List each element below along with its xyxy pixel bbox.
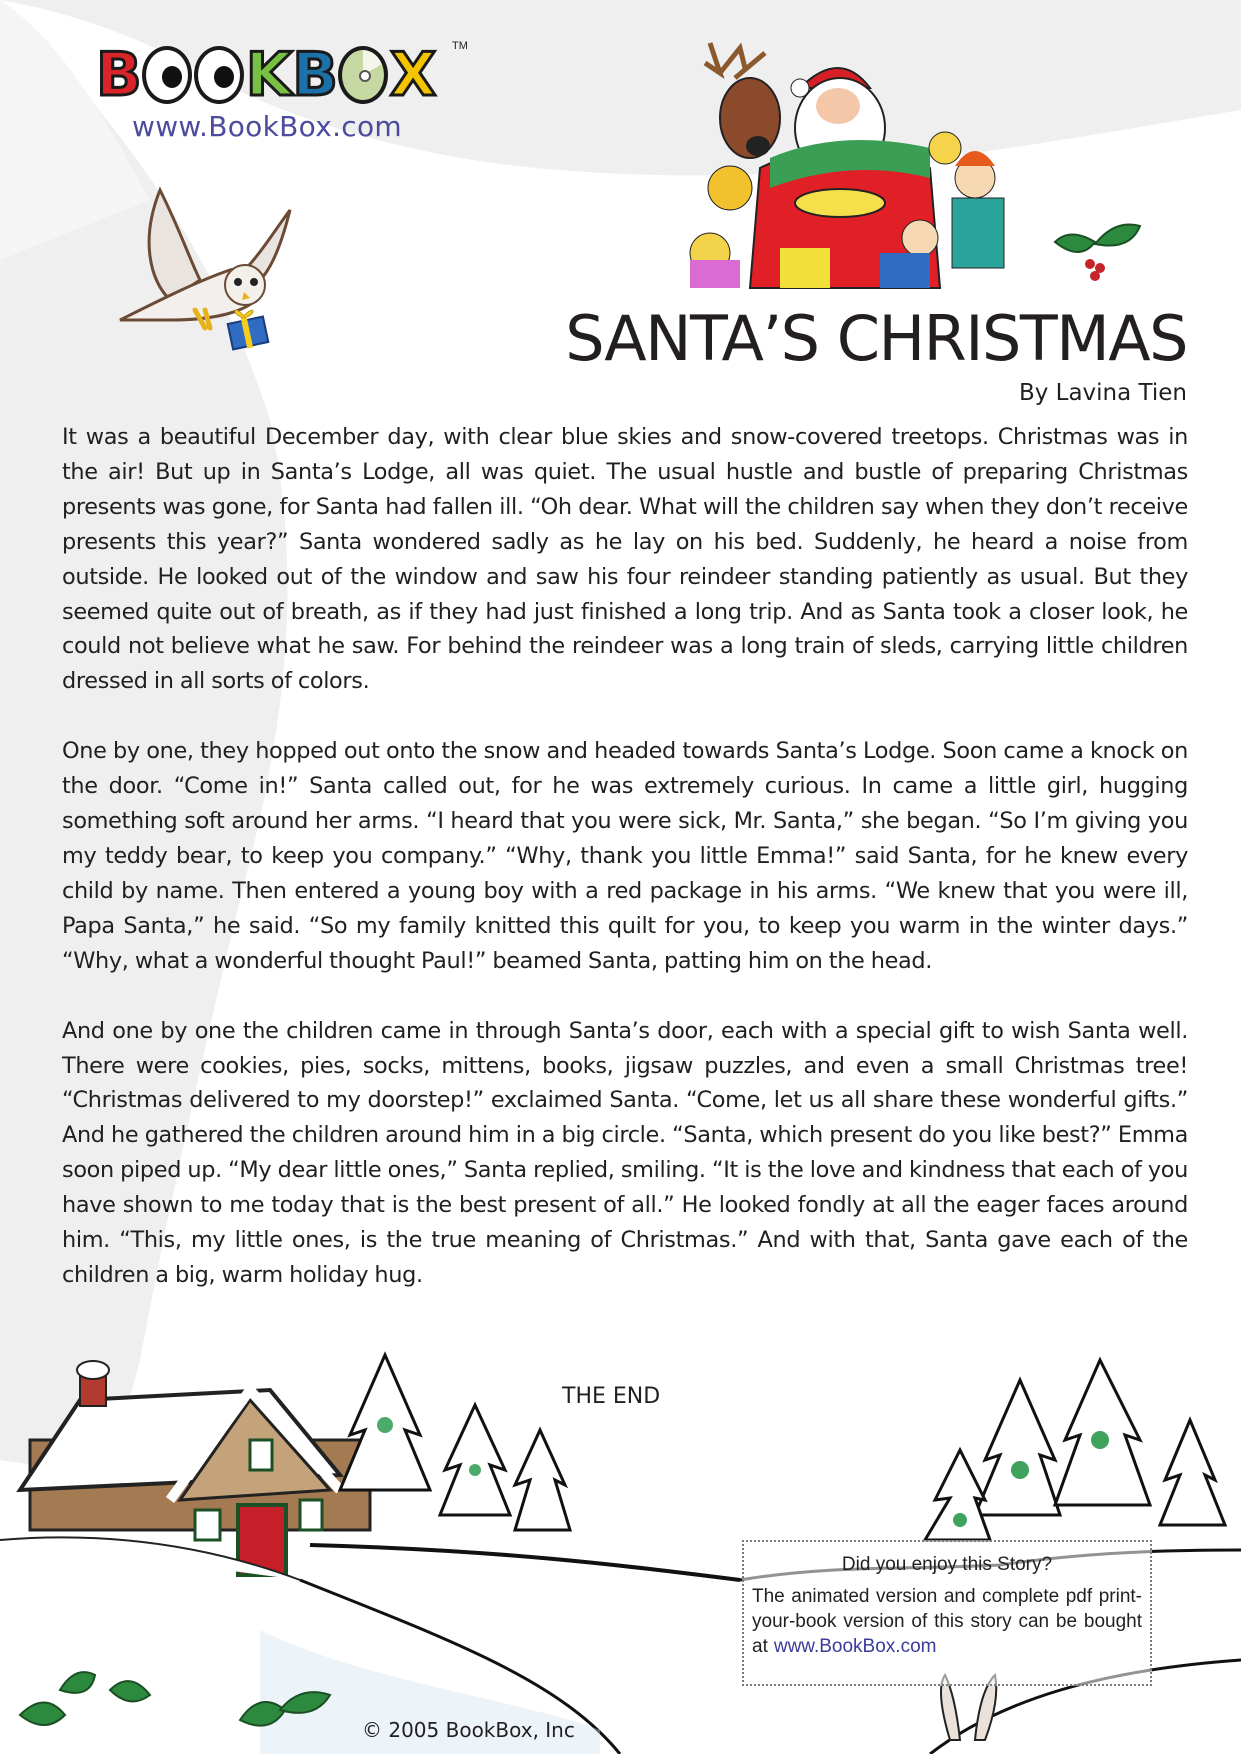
bookbox-logo[interactable] (96, 42, 476, 152)
promo-question: Did you enjoy this Story? (841, 1554, 1053, 1575)
story-paragraph: It was a beautiful December day, with clear blue skies and snow-covered treetops. Christmas was in the air! But up in Santa’s Lodge, all was quiet. The usual hustle and bustle of preparing Christmas presents was gone, for Santa had fallen ill. “Oh dear. What will the children say when they don’t receive presents this year?” Santa wondered sadly as he lay on his bed. Suddenly, he heard a noise from outside. He looked out of the window and saw his four reindeer standing patiently as usual. But they seemed quite out of breath, as if they had just finished a long trip. And as Santa took a closer look, he could not believe what he saw. For behind the reindeer was a long train of sleds, carrying little children dressed in all sorts of colors. (62, 424, 1188, 695)
logo-eye-icon (194, 46, 244, 104)
story-body (62, 420, 1188, 1328)
logo-letter-k: K (245, 40, 291, 110)
holly-sprig-illustration (1050, 222, 1145, 284)
promo-description: The animated version and complete pdf print-your-book version of this story can be bought at (752, 1586, 1142, 1657)
logo-letter-b: B (292, 40, 336, 110)
story-paragraph: And one by one the children came in through Santa’s door, each with a special gift to wish Santa well. There were cookies, pies, socks, mittens, books, jigsaw puzzles, and even a small Christmas tree! “Christmas delivered to my doorstep!” exclaimed Santa. “Come, let us all share these wonderful gifts.” And he gathered the children around him in a big circle. “Santa, which present do you like best?” Emma soon piped up. “My dear little ones,” Santa replied, smiling. “It is the love and kindness that each of you have shown to me today that is the best present of all.” He looked fondly at all the eager faces around him. “This, my little ones, is the true meaning of Christmas.” And with that, Santa gave each of the children a big, warm holiday hug. (62, 1017, 1188, 1288)
logo-eye-icon (142, 46, 192, 104)
trademark-symbol: TM (452, 40, 468, 52)
snowy-pine-trees-right-icon (925, 1360, 1225, 1540)
santa-with-children-illustration (690, 38, 1030, 288)
promo-box (742, 1540, 1152, 1686)
snowy-pine-trees-left-icon (340, 1355, 570, 1530)
logo-letter-x: X (389, 40, 435, 110)
the-end-label: THE END (562, 1384, 661, 1409)
logo-url-link[interactable]: www.BookBox.com (132, 110, 402, 143)
owl-with-gift-illustration (110, 170, 300, 360)
story-paragraph: One by one, they hopped out onto the snow and headed towards Santa’s Lodge. Soon came a knock on the door. “Come in!” Santa called out, for he was extremely curious. In came a little girl, hugging something soft around her arms. “I heard that you were sick, Mr. Santa,” she began. “So I’m giving you my teddy bear, to keep you company.” “Why, thank you little Emma!” said Santa, for he knew every child by name. Then entered a young boy with a red package in his arms. “We knew that you were ill, Papa Santa,” he said. “So my family knitted this quilt for you, to keep you warm in the winter days.” “Why, what a wonderful thought Paul!” beamed Santa, patting him on the head. (62, 738, 1188, 974)
copyright-notice: © 2005 BookBox, Inc (362, 1718, 575, 1742)
logo-disc-icon (338, 46, 388, 104)
story-author: By Lavina Tien (1018, 380, 1187, 406)
gift-box-icon (228, 310, 269, 349)
bookbox-website-link[interactable]: www.BookBox.com (773, 1636, 937, 1657)
promo-text (752, 1584, 1142, 1659)
logo-wordmark (96, 42, 476, 108)
story-title: SANTA’S CHRISTMAS (565, 302, 1187, 375)
logo-letter-b: B (96, 40, 140, 110)
